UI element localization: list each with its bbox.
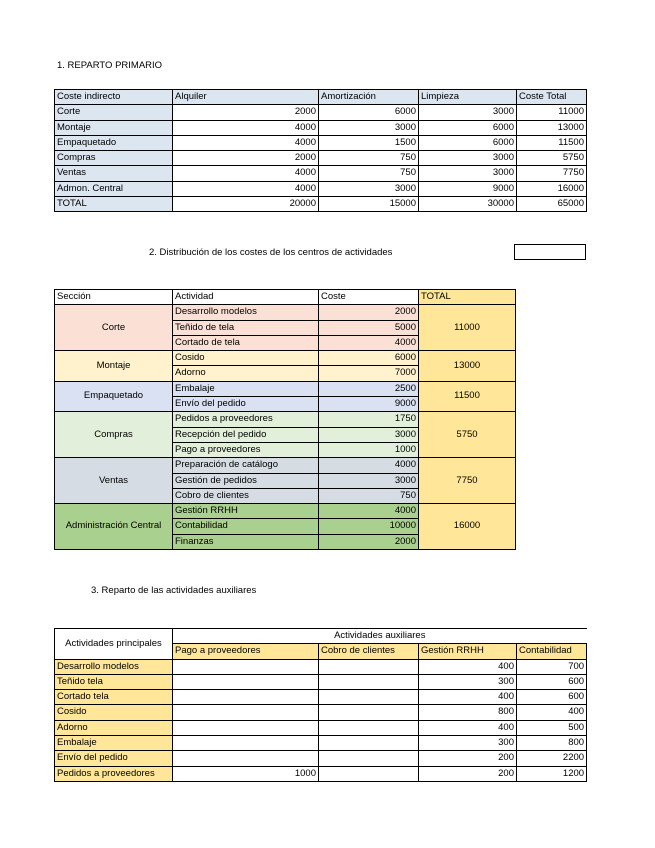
value-cell — [319, 674, 419, 689]
value-cell: 700 — [517, 659, 587, 674]
value-cell: 3000 — [319, 120, 419, 135]
section-total: 7750 — [419, 458, 516, 504]
row-label: Desarrollo modelos — [55, 659, 173, 674]
table-row — [55, 766, 587, 781]
column-header: Contabilidad — [517, 644, 587, 659]
column-header: Alquiler — [173, 90, 319, 105]
row-label: Compras — [55, 151, 173, 166]
section2-title: 2. Distribución de los costes de los centros de actividades — [149, 247, 393, 258]
column-header: Coste — [319, 290, 419, 305]
table-row — [55, 181, 587, 196]
value-cell: 9000 — [419, 181, 517, 196]
table-row — [55, 381, 516, 396]
row-label: Pedidos a proveedores — [55, 766, 173, 781]
value-cell: 1500 — [319, 135, 419, 150]
value-cell: 400 — [419, 720, 517, 735]
header-row — [55, 290, 516, 305]
value-cell — [319, 690, 419, 705]
value-cell: 6000 — [419, 120, 517, 135]
value-cell: 800 — [419, 705, 517, 720]
value-cell: 2000 — [173, 105, 319, 120]
activity-cost: 2000 — [319, 305, 419, 320]
table-row — [55, 197, 587, 212]
row-label: Corte — [55, 105, 173, 120]
value-cell — [173, 674, 319, 689]
value-cell: 200 — [419, 751, 517, 766]
value-cell: 750 — [319, 166, 419, 181]
table-row — [55, 690, 587, 705]
value-cell — [173, 720, 319, 735]
row-label: Ventas — [55, 166, 173, 181]
section1-title: 1. REPARTO PRIMARIO — [57, 60, 163, 71]
value-cell: 750 — [319, 151, 419, 166]
column-header: Sección — [55, 290, 173, 305]
activity-name: Preparación de catálogo — [173, 458, 319, 473]
value-cell: 400 — [419, 690, 517, 705]
section-total: 11000 — [419, 305, 516, 351]
table-row — [55, 135, 587, 150]
activity-cost: 2500 — [319, 381, 419, 396]
activity-name: Gestión de pedidos — [173, 473, 319, 488]
value-cell: 16000 — [517, 181, 587, 196]
value-cell: 3000 — [419, 105, 517, 120]
column-header: Coste indirecto — [55, 90, 173, 105]
table-row — [55, 412, 516, 427]
row-label: Teñido tela — [55, 674, 173, 689]
activity-cost: 4000 — [319, 458, 419, 473]
section-name: Empaquetado — [55, 381, 173, 412]
activity-name: Finanzas — [173, 534, 319, 549]
activity-name: Pago a proveedores — [173, 442, 319, 457]
activity-name: Contabilidad — [173, 519, 319, 534]
row-label: Montaje — [55, 120, 173, 135]
value-cell: 15000 — [319, 197, 419, 212]
activity-name: Gestión RRHH — [173, 504, 319, 519]
table-row — [55, 674, 587, 689]
value-cell: 400 — [517, 705, 587, 720]
row-label: Empaquetado — [55, 135, 173, 150]
table-row — [55, 351, 516, 366]
activity-name: Teñido de tela — [173, 320, 319, 335]
activity-cost: 1750 — [319, 412, 419, 427]
row-label: Admon. Central — [55, 181, 173, 196]
row-label: Embalaje — [55, 736, 173, 751]
activity-name: Cosido — [173, 351, 319, 366]
value-cell: 11500 — [517, 135, 587, 150]
empty-input-box — [514, 244, 586, 260]
group-header: Actividades auxiliares — [173, 629, 587, 644]
value-cell: 200 — [419, 766, 517, 781]
activity-name: Cortado de tela — [173, 335, 319, 350]
table-row — [55, 504, 516, 519]
column-header: Amortización — [319, 90, 419, 105]
value-cell: 2000 — [173, 151, 319, 166]
value-cell: 4000 — [173, 135, 319, 150]
table-row — [55, 736, 587, 751]
value-cell: 7750 — [517, 166, 587, 181]
row-label: TOTAL — [55, 197, 173, 212]
column-header: TOTAL — [419, 290, 516, 305]
section-name: Montaje — [55, 351, 173, 382]
activity-cost: 4000 — [319, 335, 419, 350]
section-total: 16000 — [419, 504, 516, 550]
value-cell: 300 — [419, 736, 517, 751]
activity-cost: 10000 — [319, 519, 419, 534]
table-row — [55, 720, 587, 735]
activity-cost: 1000 — [319, 442, 419, 457]
value-cell: 600 — [517, 690, 587, 705]
row-label: Cortado tela — [55, 690, 173, 705]
value-cell: 2200 — [517, 751, 587, 766]
value-cell: 6000 — [419, 135, 517, 150]
activity-cost: 5000 — [319, 320, 419, 335]
table-row — [55, 458, 516, 473]
value-cell: 30000 — [419, 197, 517, 212]
table-row — [55, 151, 587, 166]
value-cell — [319, 720, 419, 735]
activity-name: Pedidos a proveedores — [173, 412, 319, 427]
activity-cost: 9000 — [319, 397, 419, 412]
section-total: 5750 — [419, 412, 516, 458]
value-cell: 1000 — [173, 766, 319, 781]
value-cell: 500 — [517, 720, 587, 735]
column-header: Cobro de clientes — [319, 644, 419, 659]
value-cell: 600 — [517, 674, 587, 689]
value-cell — [319, 766, 419, 781]
section-total: 11500 — [419, 381, 516, 412]
value-cell: 4000 — [173, 166, 319, 181]
value-cell — [319, 659, 419, 674]
table-row — [55, 659, 587, 674]
table-row — [55, 751, 587, 766]
column-header: Limpieza — [419, 90, 517, 105]
value-cell: 400 — [419, 659, 517, 674]
activity-name: Adorno — [173, 366, 319, 381]
activity-cost: 3000 — [319, 473, 419, 488]
value-cell: 65000 — [517, 197, 587, 212]
value-cell: 3000 — [319, 181, 419, 196]
value-cell — [173, 736, 319, 751]
activity-cost: 3000 — [319, 427, 419, 442]
section-name: Administración Central — [55, 504, 173, 550]
activity-cost: 7000 — [319, 366, 419, 381]
value-cell — [173, 751, 319, 766]
section-name: Corte — [55, 305, 173, 351]
activity-cost: 750 — [319, 488, 419, 503]
value-cell: 20000 — [173, 197, 319, 212]
activity-cost: 2000 — [319, 534, 419, 549]
auxiliary-allocation-table — [54, 628, 587, 782]
header-row — [55, 90, 587, 105]
value-cell: 4000 — [173, 120, 319, 135]
activity-name: Recepción del pedido — [173, 427, 319, 442]
value-cell: 300 — [419, 674, 517, 689]
value-cell: 3000 — [419, 151, 517, 166]
value-cell: 3000 — [419, 166, 517, 181]
column-header: Actividad — [173, 290, 319, 305]
activity-name: Embalaje — [173, 381, 319, 396]
table-row — [55, 705, 587, 720]
value-cell: 5750 — [517, 151, 587, 166]
column-header: Pago a proveedores — [173, 644, 319, 659]
column-header: Gestión RRHH — [419, 644, 517, 659]
primary-distribution-table — [54, 89, 587, 212]
value-cell — [173, 705, 319, 720]
row-label: Envío del pedido — [55, 751, 173, 766]
value-cell — [319, 705, 419, 720]
header-row — [55, 629, 587, 644]
activity-cost: 4000 — [319, 504, 419, 519]
activity-name: Cobro de clientes — [173, 488, 319, 503]
table-row — [55, 166, 587, 181]
value-cell: 11000 — [517, 105, 587, 120]
row-label: Adorno — [55, 720, 173, 735]
column-header: Coste Total — [517, 90, 587, 105]
section-name: Ventas — [55, 458, 173, 504]
table-row — [55, 105, 587, 120]
activity-name: Envío del pedido — [173, 397, 319, 412]
table-row — [55, 305, 516, 320]
value-cell: 1200 — [517, 766, 587, 781]
row-header: Actividades principales — [55, 629, 173, 660]
section-total: 13000 — [419, 351, 516, 382]
section3-title: 3. Reparto de las actividades auxiliares — [91, 585, 257, 596]
value-cell — [173, 690, 319, 705]
value-cell: 4000 — [173, 181, 319, 196]
row-label: Cosido — [55, 705, 173, 720]
section-name: Compras — [55, 412, 173, 458]
value-cell — [319, 736, 419, 751]
activity-name: Desarrollo modelos — [173, 305, 319, 320]
value-cell — [173, 659, 319, 674]
value-cell — [319, 751, 419, 766]
value-cell: 13000 — [517, 120, 587, 135]
activity-cost-table — [54, 289, 516, 550]
value-cell: 6000 — [319, 105, 419, 120]
activity-cost: 6000 — [319, 351, 419, 366]
value-cell: 800 — [517, 736, 587, 751]
table-row — [55, 120, 587, 135]
